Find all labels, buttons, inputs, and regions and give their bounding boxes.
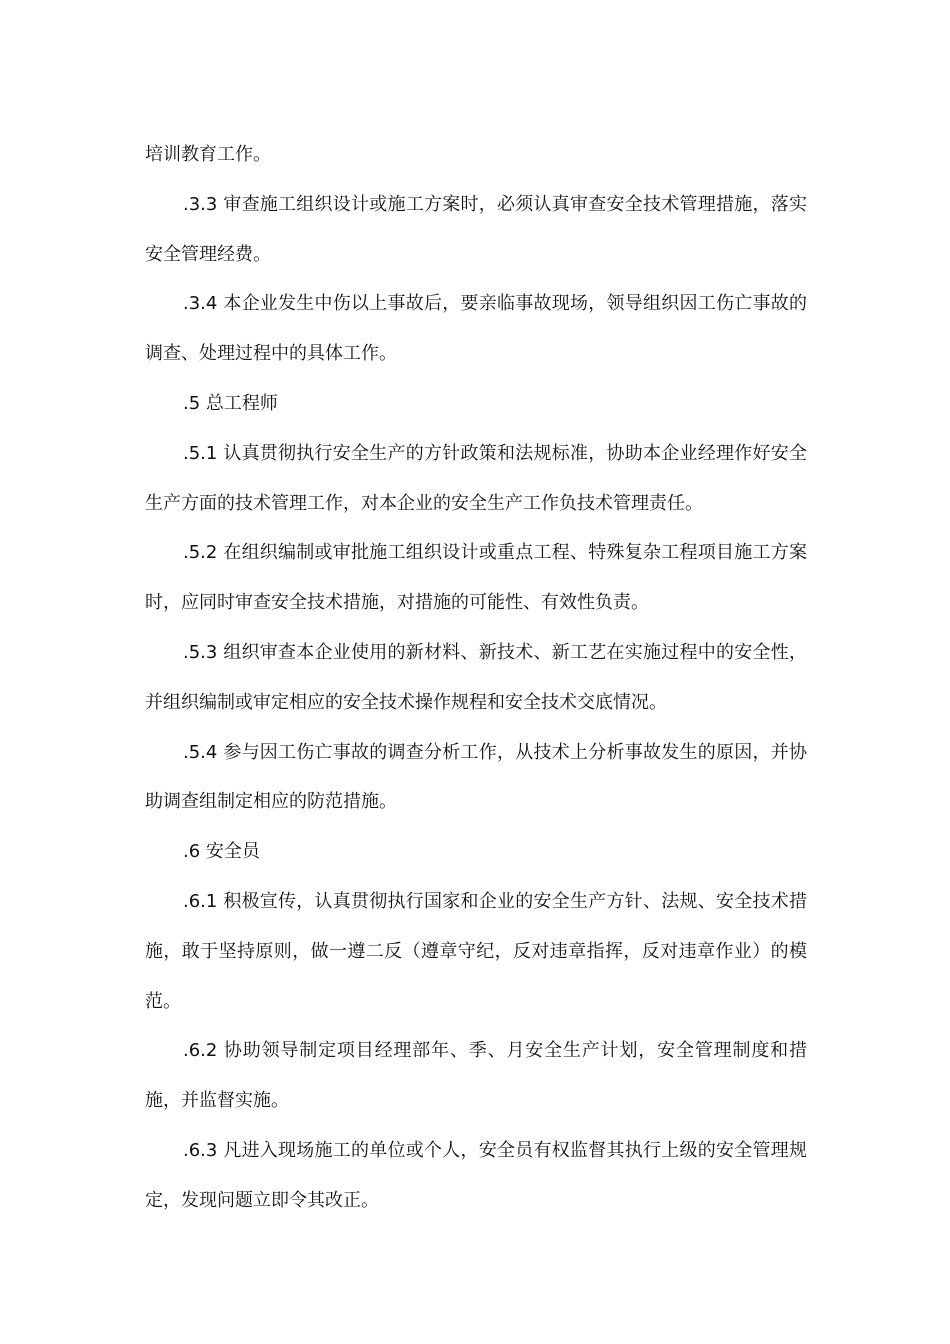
paragraph: .6.3 凡进入现场施工的单位或个人，安全员有权监督其执行上级的安全管理规定，发现问题立即令其改正。 xyxy=(145,1139,807,1211)
paragraph: .6.2 协助领导制定项目经理部年、季、月安全生产计划，安全管理制度和措施，并监督实施。 xyxy=(145,1040,807,1112)
document-body xyxy=(145,130,807,1226)
section-heading: .5 总工程师 xyxy=(183,392,278,414)
paragraph: .6.1 积极宣传，认真贯彻执行国家和企业的安全生产方针、法规、安全技术措施，敢于坚持原则，做一遵二反（遵章守纪，反对违章指挥，反对违章作业）的模范。 xyxy=(145,890,807,1012)
paragraph: .3.4 本企业发生中伤以上事故后，要亲临事故现场，领导组织因工伤亡事故的调查、处理过程中的具体工作。 xyxy=(145,293,807,365)
paragraph: 培训教育工作。 xyxy=(145,144,271,165)
paragraph: .5.2 在组织编制或审批施工组织设计或重点工程、特殊复杂工程项目施工方案时，应同时审查安全技术措施，对措施的可能性、有效性负责。 xyxy=(145,542,807,614)
paragraph: .5.4 参与因工伤亡事故的调查分析工作，从技术上分析事故发生的原因，并协助调查组制定相应的防范措施。 xyxy=(145,741,807,813)
section-heading: .6 安全员 xyxy=(183,841,260,863)
paragraph: .5.1 认真贯彻执行安全生产的方针政策和法规标准，协助本企业经理作好安全生产方面的技术管理工作，对本企业的安全生产工作负技术管理责任。 xyxy=(145,442,807,514)
paragraph: .3.3 审查施工组织设计或施工方案时，必须认真审查安全技术管理措施，落实安全管理经费。 xyxy=(145,193,807,265)
paragraph: .5.3 组织审查本企业使用的新材料、新技术、新工艺在实施过程中的安全性，并组织编制或审定相应的安全技术操作规程和安全技术交底情况。 xyxy=(145,641,807,713)
